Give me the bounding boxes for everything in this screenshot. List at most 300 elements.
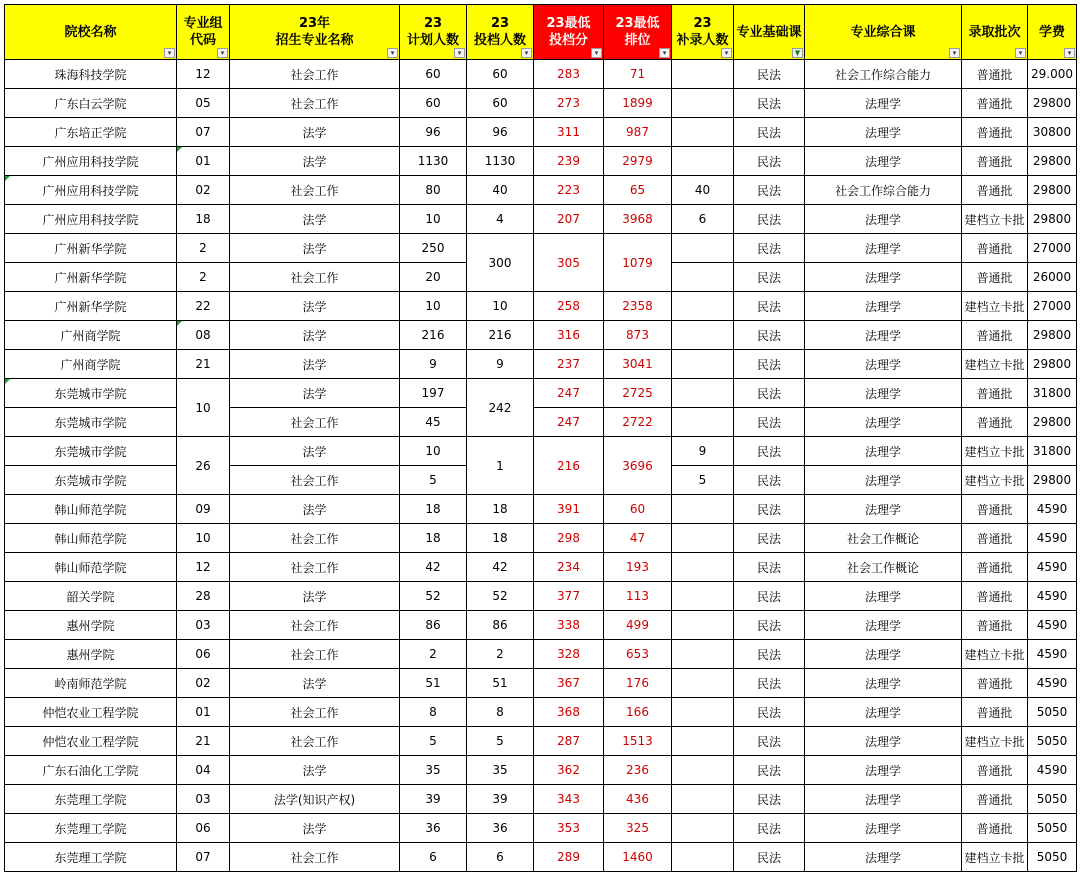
cell-admit-count[interactable]: 39 [467, 785, 534, 814]
cell-min-score[interactable]: 234 [534, 553, 604, 582]
cell-plan-count[interactable]: 18 [400, 495, 467, 524]
cell-school-name[interactable]: 广州应用科技学院 [5, 205, 177, 234]
cell-group-code[interactable]: 10 [177, 379, 230, 437]
cell-supplement-count[interactable] [672, 814, 734, 843]
cell-major-name[interactable]: 社会工作 [230, 611, 400, 640]
cell-supplement-count[interactable] [672, 89, 734, 118]
cell-school-name[interactable]: 惠州学院 [5, 611, 177, 640]
cell-supplement-count[interactable] [672, 756, 734, 785]
cell-plan-count[interactable]: 86 [400, 611, 467, 640]
cell-comp-course[interactable]: 法理学 [805, 727, 962, 756]
cell-group-code[interactable]: 07 [177, 118, 230, 147]
cell-tuition[interactable]: 4590 [1028, 669, 1077, 698]
cell-supplement-count[interactable] [672, 785, 734, 814]
cell-min-rank[interactable]: 1079 [604, 234, 672, 292]
cell-tuition[interactable]: 26000 [1028, 263, 1077, 292]
cell-base-course[interactable]: 民法 [734, 147, 805, 176]
cell-school-name[interactable]: 广州新华学院 [5, 263, 177, 292]
cell-supplement-count[interactable] [672, 582, 734, 611]
cell-min-rank[interactable]: 193 [604, 553, 672, 582]
cell-group-code[interactable]: 12 [177, 553, 230, 582]
cell-tuition[interactable]: 5050 [1028, 843, 1077, 872]
cell-group-code[interactable]: 02 [177, 669, 230, 698]
cell-min-rank[interactable]: 47 [604, 524, 672, 553]
cell-batch[interactable]: 建档立卡批 [962, 640, 1028, 669]
cell-min-rank[interactable]: 65 [604, 176, 672, 205]
cell-school-name[interactable]: 广州商学院 [5, 350, 177, 379]
cell-group-code[interactable]: 07 [177, 843, 230, 872]
cell-min-rank[interactable]: 2722 [604, 408, 672, 437]
cell-comp-course[interactable]: 法理学 [805, 89, 962, 118]
cell-comp-course[interactable]: 法理学 [805, 437, 962, 466]
filter-dropdown-icon[interactable]: ▾ [591, 48, 602, 58]
cell-admit-count[interactable]: 40 [467, 176, 534, 205]
cell-tuition[interactable]: 4590 [1028, 553, 1077, 582]
cell-admit-count[interactable]: 60 [467, 89, 534, 118]
cell-plan-count[interactable]: 2 [400, 640, 467, 669]
cell-school-name[interactable]: 仲恺农业工程学院 [5, 727, 177, 756]
cell-supplement-count[interactable]: 6 [672, 205, 734, 234]
cell-school-name[interactable]: 广东培正学院 [5, 118, 177, 147]
cell-min-rank[interactable]: 2358 [604, 292, 672, 321]
cell-tuition[interactable]: 5050 [1028, 785, 1077, 814]
cell-batch[interactable]: 普通批 [962, 582, 1028, 611]
cell-school-name[interactable]: 广东石油化工学院 [5, 756, 177, 785]
cell-min-rank[interactable]: 436 [604, 785, 672, 814]
cell-plan-count[interactable]: 18 [400, 524, 467, 553]
cell-supplement-count[interactable]: 40 [672, 176, 734, 205]
cell-tuition[interactable]: 29800 [1028, 205, 1077, 234]
cell-group-code[interactable]: 02 [177, 176, 230, 205]
cell-supplement-count[interactable] [672, 118, 734, 147]
cell-tuition[interactable]: 27000 [1028, 292, 1077, 321]
cell-batch[interactable]: 建档立卡批 [962, 437, 1028, 466]
cell-group-code[interactable]: 2 [177, 263, 230, 292]
cell-tuition[interactable]: 29800 [1028, 350, 1077, 379]
cell-min-score[interactable]: 367 [534, 669, 604, 698]
cell-school-name[interactable]: 广州应用科技学院 [5, 176, 177, 205]
cell-plan-count[interactable]: 216 [400, 321, 467, 350]
cell-tuition[interactable]: 4590 [1028, 524, 1077, 553]
cell-batch[interactable]: 普通批 [962, 814, 1028, 843]
cell-major-name[interactable]: 社会工作 [230, 176, 400, 205]
cell-comp-course[interactable]: 法理学 [805, 814, 962, 843]
cell-school-name[interactable]: 广州新华学院 [5, 292, 177, 321]
cell-tuition[interactable]: 29800 [1028, 321, 1077, 350]
cell-group-code[interactable]: 2 [177, 234, 230, 263]
cell-comp-course[interactable]: 法理学 [805, 756, 962, 785]
cell-comp-course[interactable]: 法理学 [805, 205, 962, 234]
cell-plan-count[interactable]: 60 [400, 89, 467, 118]
cell-base-course[interactable]: 民法 [734, 814, 805, 843]
cell-min-rank[interactable]: 3968 [604, 205, 672, 234]
cell-plan-count[interactable]: 5 [400, 466, 467, 495]
cell-comp-course[interactable]: 法理学 [805, 698, 962, 727]
cell-batch[interactable]: 建档立卡批 [962, 205, 1028, 234]
cell-plan-count[interactable]: 10 [400, 205, 467, 234]
cell-supplement-count[interactable] [672, 553, 734, 582]
cell-tuition[interactable]: 30800 [1028, 118, 1077, 147]
cell-group-code[interactable]: 26 [177, 437, 230, 495]
cell-comp-course[interactable]: 法理学 [805, 118, 962, 147]
cell-comp-course[interactable]: 法理学 [805, 582, 962, 611]
cell-base-course[interactable]: 民法 [734, 176, 805, 205]
cell-comp-course[interactable]: 法理学 [805, 292, 962, 321]
cell-batch[interactable]: 普通批 [962, 147, 1028, 176]
cell-min-score[interactable]: 368 [534, 698, 604, 727]
cell-batch[interactable]: 普通批 [962, 524, 1028, 553]
cell-supplement-count[interactable] [672, 147, 734, 176]
cell-min-rank[interactable]: 2979 [604, 147, 672, 176]
cell-tuition[interactable]: 27000 [1028, 234, 1077, 263]
cell-admit-count[interactable]: 5 [467, 727, 534, 756]
cell-batch[interactable]: 普通批 [962, 669, 1028, 698]
cell-tuition[interactable]: 31800 [1028, 379, 1077, 408]
filter-dropdown-icon[interactable]: ▾ [1064, 48, 1075, 58]
cell-group-code[interactable]: 01 [177, 147, 230, 176]
cell-plan-count[interactable]: 51 [400, 669, 467, 698]
cell-group-code[interactable]: 04 [177, 756, 230, 785]
cell-major-name[interactable]: 法学 [230, 495, 400, 524]
cell-min-rank[interactable]: 3041 [604, 350, 672, 379]
cell-batch[interactable]: 普通批 [962, 408, 1028, 437]
cell-tuition[interactable]: 29800 [1028, 89, 1077, 118]
cell-supplement-count[interactable] [672, 698, 734, 727]
cell-min-score[interactable]: 391 [534, 495, 604, 524]
cell-batch[interactable]: 普通批 [962, 118, 1028, 147]
cell-min-rank[interactable]: 3696 [604, 437, 672, 495]
filter-dropdown-icon[interactable]: ▾ [949, 48, 960, 58]
cell-min-rank[interactable]: 176 [604, 669, 672, 698]
cell-major-name[interactable]: 社会工作 [230, 843, 400, 872]
cell-min-score[interactable]: 353 [534, 814, 604, 843]
cell-plan-count[interactable]: 35 [400, 756, 467, 785]
cell-school-name[interactable]: 东莞城市学院 [5, 466, 177, 495]
cell-major-name[interactable]: 法学 [230, 582, 400, 611]
cell-supplement-count[interactable] [672, 640, 734, 669]
cell-group-code[interactable]: 21 [177, 350, 230, 379]
cell-admit-count[interactable]: 42 [467, 553, 534, 582]
cell-min-score[interactable]: 377 [534, 582, 604, 611]
cell-school-name[interactable]: 广州应用科技学院 [5, 147, 177, 176]
cell-group-code[interactable]: 18 [177, 205, 230, 234]
cell-comp-course[interactable]: 法理学 [805, 611, 962, 640]
cell-tuition[interactable]: 29800 [1028, 176, 1077, 205]
cell-min-score[interactable]: 247 [534, 379, 604, 408]
cell-group-code[interactable]: 12 [177, 60, 230, 89]
cell-batch[interactable]: 普通批 [962, 495, 1028, 524]
cell-group-code[interactable]: 22 [177, 292, 230, 321]
cell-min-rank[interactable]: 60 [604, 495, 672, 524]
cell-plan-count[interactable]: 42 [400, 553, 467, 582]
cell-major-name[interactable]: 法学 [230, 321, 400, 350]
cell-plan-count[interactable]: 6 [400, 843, 467, 872]
cell-admit-count[interactable]: 300 [467, 234, 534, 292]
cell-comp-course[interactable]: 法理学 [805, 147, 962, 176]
cell-tuition[interactable]: 4590 [1028, 611, 1077, 640]
cell-supplement-count[interactable] [672, 611, 734, 640]
cell-batch[interactable]: 普通批 [962, 611, 1028, 640]
cell-school-name[interactable]: 东莞理工学院 [5, 843, 177, 872]
cell-admit-count[interactable]: 10 [467, 292, 534, 321]
cell-batch[interactable]: 普通批 [962, 379, 1028, 408]
cell-admit-count[interactable]: 52 [467, 582, 534, 611]
cell-major-name[interactable]: 法学 [230, 147, 400, 176]
cell-group-code[interactable]: 05 [177, 89, 230, 118]
cell-base-course[interactable]: 民法 [734, 89, 805, 118]
cell-group-code[interactable]: 21 [177, 727, 230, 756]
cell-comp-course[interactable]: 法理学 [805, 640, 962, 669]
cell-min-score[interactable]: 305 [534, 234, 604, 292]
cell-batch[interactable]: 普通批 [962, 60, 1028, 89]
cell-batch[interactable]: 普通批 [962, 89, 1028, 118]
cell-comp-course[interactable]: 法理学 [805, 263, 962, 292]
cell-admit-count[interactable]: 2 [467, 640, 534, 669]
cell-min-score[interactable]: 207 [534, 205, 604, 234]
cell-base-course[interactable]: 民法 [734, 205, 805, 234]
cell-min-rank[interactable]: 236 [604, 756, 672, 785]
cell-supplement-count[interactable] [672, 350, 734, 379]
cell-base-course[interactable]: 民法 [734, 785, 805, 814]
cell-tuition[interactable]: 4590 [1028, 756, 1077, 785]
cell-base-course[interactable]: 民法 [734, 843, 805, 872]
cell-batch[interactable]: 普通批 [962, 698, 1028, 727]
cell-tuition[interactable]: 29800 [1028, 408, 1077, 437]
cell-batch[interactable]: 普通批 [962, 176, 1028, 205]
filter-dropdown-icon[interactable]: ▾ [454, 48, 465, 58]
cell-min-rank[interactable]: 1513 [604, 727, 672, 756]
cell-plan-count[interactable]: 250 [400, 234, 467, 263]
cell-admit-count[interactable]: 1130 [467, 147, 534, 176]
cell-tuition[interactable]: 5050 [1028, 727, 1077, 756]
cell-base-course[interactable]: 民法 [734, 408, 805, 437]
cell-supplement-count[interactable]: 9 [672, 437, 734, 466]
cell-school-name[interactable]: 东莞城市学院 [5, 408, 177, 437]
cell-school-name[interactable]: 韶关学院 [5, 582, 177, 611]
cell-batch[interactable]: 建档立卡批 [962, 292, 1028, 321]
cell-batch[interactable]: 建档立卡批 [962, 350, 1028, 379]
cell-batch[interactable]: 建档立卡批 [962, 843, 1028, 872]
cell-school-name[interactable]: 仲恺农业工程学院 [5, 698, 177, 727]
cell-major-name[interactable]: 法学 [230, 234, 400, 263]
cell-supplement-count[interactable] [672, 524, 734, 553]
cell-base-course[interactable]: 民法 [734, 437, 805, 466]
cell-group-code[interactable]: 06 [177, 814, 230, 843]
filter-dropdown-icon[interactable]: ▾ [1015, 48, 1026, 58]
cell-group-code[interactable]: 28 [177, 582, 230, 611]
cell-school-name[interactable]: 东莞理工学院 [5, 814, 177, 843]
cell-comp-course[interactable]: 法理学 [805, 495, 962, 524]
cell-school-name[interactable]: 广州新华学院 [5, 234, 177, 263]
cell-admit-count[interactable]: 86 [467, 611, 534, 640]
cell-plan-count[interactable]: 1130 [400, 147, 467, 176]
cell-base-course[interactable]: 民法 [734, 466, 805, 495]
cell-supplement-count[interactable] [672, 379, 734, 408]
cell-supplement-count[interactable] [672, 843, 734, 872]
cell-major-name[interactable]: 社会工作 [230, 698, 400, 727]
cell-major-name[interactable]: 社会工作 [230, 524, 400, 553]
cell-batch[interactable]: 普通批 [962, 785, 1028, 814]
cell-base-course[interactable]: 民法 [734, 727, 805, 756]
cell-supplement-count[interactable]: 5 [672, 466, 734, 495]
cell-comp-course[interactable]: 社会工作概论 [805, 524, 962, 553]
cell-base-course[interactable]: 民法 [734, 379, 805, 408]
cell-plan-count[interactable]: 8 [400, 698, 467, 727]
cell-plan-count[interactable]: 5 [400, 727, 467, 756]
cell-base-course[interactable]: 民法 [734, 756, 805, 785]
cell-min-score[interactable]: 273 [534, 89, 604, 118]
cell-min-score[interactable]: 316 [534, 321, 604, 350]
cell-supplement-count[interactable] [672, 727, 734, 756]
cell-major-name[interactable]: 法学 [230, 437, 400, 466]
cell-base-course[interactable]: 民法 [734, 669, 805, 698]
cell-base-course[interactable]: 民法 [734, 292, 805, 321]
cell-batch[interactable]: 建档立卡批 [962, 727, 1028, 756]
cell-plan-count[interactable]: 10 [400, 292, 467, 321]
cell-admit-count[interactable]: 242 [467, 379, 534, 437]
cell-tuition[interactable]: 4590 [1028, 495, 1077, 524]
cell-min-rank[interactable]: 2725 [604, 379, 672, 408]
filter-dropdown-icon[interactable]: ▾ [721, 48, 732, 58]
cell-min-rank[interactable]: 499 [604, 611, 672, 640]
cell-batch[interactable]: 普通批 [962, 263, 1028, 292]
cell-comp-course[interactable]: 社会工作概论 [805, 553, 962, 582]
cell-plan-count[interactable]: 96 [400, 118, 467, 147]
cell-plan-count[interactable]: 39 [400, 785, 467, 814]
cell-comp-course[interactable]: 法理学 [805, 669, 962, 698]
cell-min-score[interactable]: 343 [534, 785, 604, 814]
cell-plan-count[interactable]: 45 [400, 408, 467, 437]
cell-admit-count[interactable]: 36 [467, 814, 534, 843]
cell-base-course[interactable]: 民法 [734, 118, 805, 147]
cell-tuition[interactable]: 29800 [1028, 147, 1077, 176]
cell-base-course[interactable]: 民法 [734, 640, 805, 669]
filter-active-icon[interactable]: ▼ [792, 48, 803, 58]
cell-base-course[interactable]: 民法 [734, 582, 805, 611]
cell-batch[interactable]: 普通批 [962, 234, 1028, 263]
cell-comp-course[interactable]: 法理学 [805, 234, 962, 263]
cell-school-name[interactable]: 东莞理工学院 [5, 785, 177, 814]
cell-group-code[interactable]: 03 [177, 611, 230, 640]
cell-base-course[interactable]: 民法 [734, 350, 805, 379]
cell-comp-course[interactable]: 法理学 [805, 466, 962, 495]
cell-group-code[interactable]: 01 [177, 698, 230, 727]
cell-school-name[interactable]: 韩山师范学院 [5, 524, 177, 553]
cell-base-course[interactable]: 民法 [734, 524, 805, 553]
cell-comp-course[interactable]: 法理学 [805, 350, 962, 379]
cell-major-name[interactable]: 法学 [230, 205, 400, 234]
cell-supplement-count[interactable] [672, 263, 734, 292]
cell-school-name[interactable]: 韩山师范学院 [5, 495, 177, 524]
cell-admit-count[interactable]: 216 [467, 321, 534, 350]
cell-batch[interactable]: 普通批 [962, 553, 1028, 582]
cell-tuition[interactable]: 4590 [1028, 640, 1077, 669]
cell-school-name[interactable]: 广州商学院 [5, 321, 177, 350]
cell-min-rank[interactable]: 873 [604, 321, 672, 350]
cell-admit-count[interactable]: 6 [467, 843, 534, 872]
cell-plan-count[interactable]: 36 [400, 814, 467, 843]
cell-major-name[interactable]: 社会工作 [230, 408, 400, 437]
cell-min-score[interactable]: 247 [534, 408, 604, 437]
cell-comp-course[interactable]: 社会工作综合能力 [805, 176, 962, 205]
filter-dropdown-icon[interactable]: ▾ [217, 48, 228, 58]
cell-min-rank[interactable]: 1899 [604, 89, 672, 118]
cell-group-code[interactable]: 06 [177, 640, 230, 669]
cell-plan-count[interactable]: 10 [400, 437, 467, 466]
cell-major-name[interactable]: 法学 [230, 379, 400, 408]
cell-comp-course[interactable]: 社会工作综合能力 [805, 60, 962, 89]
cell-supplement-count[interactable] [672, 408, 734, 437]
cell-admit-count[interactable]: 60 [467, 60, 534, 89]
cell-plan-count[interactable]: 80 [400, 176, 467, 205]
cell-school-name[interactable]: 韩山师范学院 [5, 553, 177, 582]
cell-major-name[interactable]: 法学(知识产权) [230, 785, 400, 814]
cell-min-score[interactable]: 258 [534, 292, 604, 321]
cell-major-name[interactable]: 法学 [230, 118, 400, 147]
cell-base-course[interactable]: 民法 [734, 698, 805, 727]
cell-supplement-count[interactable] [672, 60, 734, 89]
cell-min-rank[interactable]: 113 [604, 582, 672, 611]
cell-comp-course[interactable]: 法理学 [805, 785, 962, 814]
cell-min-score[interactable]: 362 [534, 756, 604, 785]
cell-min-score[interactable]: 298 [534, 524, 604, 553]
cell-supplement-count[interactable] [672, 321, 734, 350]
cell-group-code[interactable]: 08 [177, 321, 230, 350]
cell-comp-course[interactable]: 法理学 [805, 379, 962, 408]
cell-school-name[interactable]: 岭南师范学院 [5, 669, 177, 698]
cell-min-score[interactable]: 328 [534, 640, 604, 669]
cell-tuition[interactable]: 4590 [1028, 582, 1077, 611]
cell-major-name[interactable]: 社会工作 [230, 640, 400, 669]
filter-dropdown-icon[interactable]: ▾ [521, 48, 532, 58]
cell-plan-count[interactable]: 197 [400, 379, 467, 408]
cell-tuition[interactable]: 29800 [1028, 466, 1077, 495]
cell-school-name[interactable]: 东莞城市学院 [5, 437, 177, 466]
cell-admit-count[interactable]: 51 [467, 669, 534, 698]
filter-dropdown-icon[interactable]: ▾ [164, 48, 175, 58]
cell-min-rank[interactable]: 166 [604, 698, 672, 727]
cell-base-course[interactable]: 民法 [734, 321, 805, 350]
cell-base-course[interactable]: 民法 [734, 495, 805, 524]
cell-admit-count[interactable]: 18 [467, 524, 534, 553]
cell-group-code[interactable]: 09 [177, 495, 230, 524]
cell-min-score[interactable]: 311 [534, 118, 604, 147]
cell-school-name[interactable]: 广东白云学院 [5, 89, 177, 118]
cell-supplement-count[interactable] [672, 234, 734, 263]
cell-min-score[interactable]: 338 [534, 611, 604, 640]
cell-plan-count[interactable]: 9 [400, 350, 467, 379]
cell-base-course[interactable]: 民法 [734, 60, 805, 89]
cell-admit-count[interactable]: 8 [467, 698, 534, 727]
cell-school-name[interactable]: 惠州学院 [5, 640, 177, 669]
cell-min-score[interactable]: 216 [534, 437, 604, 495]
cell-min-rank[interactable]: 987 [604, 118, 672, 147]
cell-min-rank[interactable]: 325 [604, 814, 672, 843]
cell-min-score[interactable]: 223 [534, 176, 604, 205]
cell-major-name[interactable]: 法学 [230, 756, 400, 785]
cell-major-name[interactable]: 社会工作 [230, 263, 400, 292]
cell-supplement-count[interactable] [672, 495, 734, 524]
cell-plan-count[interactable]: 52 [400, 582, 467, 611]
cell-base-course[interactable]: 民法 [734, 611, 805, 640]
cell-tuition[interactable]: 31800 [1028, 437, 1077, 466]
cell-admit-count[interactable]: 4 [467, 205, 534, 234]
cell-supplement-count[interactable] [672, 669, 734, 698]
cell-supplement-count[interactable] [672, 292, 734, 321]
filter-dropdown-icon[interactable]: ▾ [659, 48, 670, 58]
cell-admit-count[interactable]: 96 [467, 118, 534, 147]
cell-major-name[interactable]: 社会工作 [230, 89, 400, 118]
